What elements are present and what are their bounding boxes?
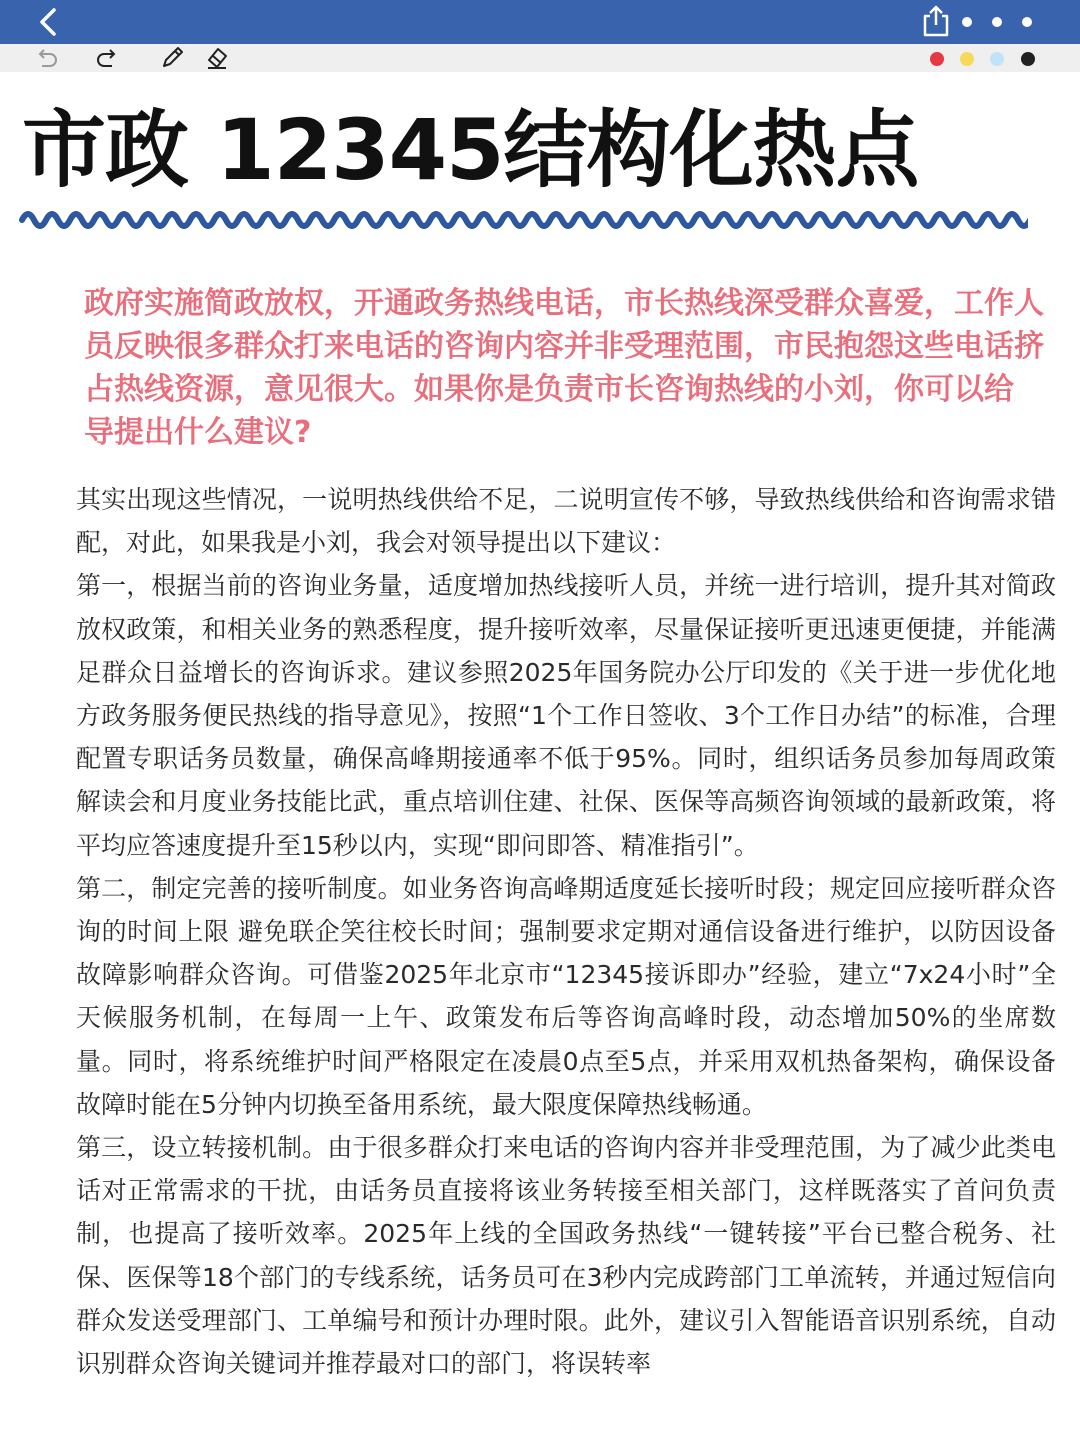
answer-paragraph: 第一，根据当前的咨询业务量，适度增加热线接听人员，并统一进行培训，提升其对简政放权政策，和相关业务的熟悉程度，提升接听效率，尽量保证接听更迅速更便捷，并能满足群众日益增长的咨询诉求。建议参照2025年国务院办公厅印发的《关于进一步优化地方政务服务便民热线的指导意见》，按照“1个工作日签收、3个工作日办结”的标准，合理配置专职话务员数量，确保高峰期接通率不低于95%。同时，组织话务员参加每周政策解读会和月度业务技能比武，重点培训住建、社保、医保等高频咨询领域的最新政策，将平均应答速度提升至15秒以内，实现“即问即答、精准指引”。 (76, 571, 1056, 860)
redo-icon[interactable] (94, 46, 120, 70)
top-nav-bar (0, 0, 1080, 44)
edit-toolbar (0, 44, 1080, 72)
back-arrow-icon[interactable] (30, 6, 66, 38)
answer-paragraph: 第二，制定完善的接听制度。如业务咨询高峰期适度延长接听时段；规定回应接听群众咨询的时间上限 避免联企笑往校长时间；强制要求定期对通信设备进行维护，以防因设备故障影响群众咨询。可借鉴2025年北京市“12345接诉即办”经验，建立“7x24小时”全天候服务机制，在每周一上午、政策发布后等咨询高峰时段，动态增加50%的坐席数量。同时，将系统维护时间严格限定在凌晨0点至5点，并采用双机热备架构，确保设备故障时能在5分钟内切换至备用系统，最大限度保障热线畅通。 (76, 873, 1056, 1119)
question-text: 政府实施简政放权，开通政务热线电话，市长热线深受群众喜爱，工作人员反映很多群众打来电话的咨询内容并非受理范围，市民抱怨这些电话挤占热线资源，意见很大。如果你是负责市长咨询热线的小刘，你可以给 导提出什么建议? (84, 286, 1044, 450)
undo-icon[interactable] (34, 46, 60, 70)
answer-body (76, 478, 1056, 1440)
page-title: 市政 12345结构化热点 (22, 101, 919, 199)
more-options-icon[interactable] (962, 12, 1042, 32)
color-red-swatch[interactable] (930, 52, 944, 66)
color-black-swatch[interactable] (1021, 52, 1035, 66)
wavy-underline (18, 202, 1028, 232)
pen-icon[interactable] (160, 46, 186, 70)
color-yellow-swatch[interactable] (960, 52, 974, 66)
share-icon[interactable] (920, 4, 952, 38)
eraser-icon[interactable] (204, 46, 230, 70)
answer-paragraph: 第三，设立转接机制。由于很多群众打来电话的咨询内容并非受理范围，为了减少此类电话对正常需求的干扰，由话务员直接将该业务转接至相关部门，这样既落实了首问负责制，也提高了接听效率。2025年上线的全国政务热线“一键转接”平台已整合税务、社保、医保等18个部门的专线系统，话务员可在3秒内完成跨部门工单流转，并通过短信向群众发送受理部门、工单编号和预计办理时限。此外，建议引入智能语音识别系统，自动识别群众咨询关键词并推荐最对口的部门，将误转率 (76, 1133, 1056, 1379)
title-banner (0, 84, 1080, 254)
color-light-blue-swatch[interactable] (990, 52, 1004, 66)
answer-paragraph: 其实出现这些情况，一说明热线供给不足，二说明宣传不够，导致热线供给和咨询需求错配，对此，如果我是小刘，我会对领导提出以下建议： (76, 485, 1056, 558)
